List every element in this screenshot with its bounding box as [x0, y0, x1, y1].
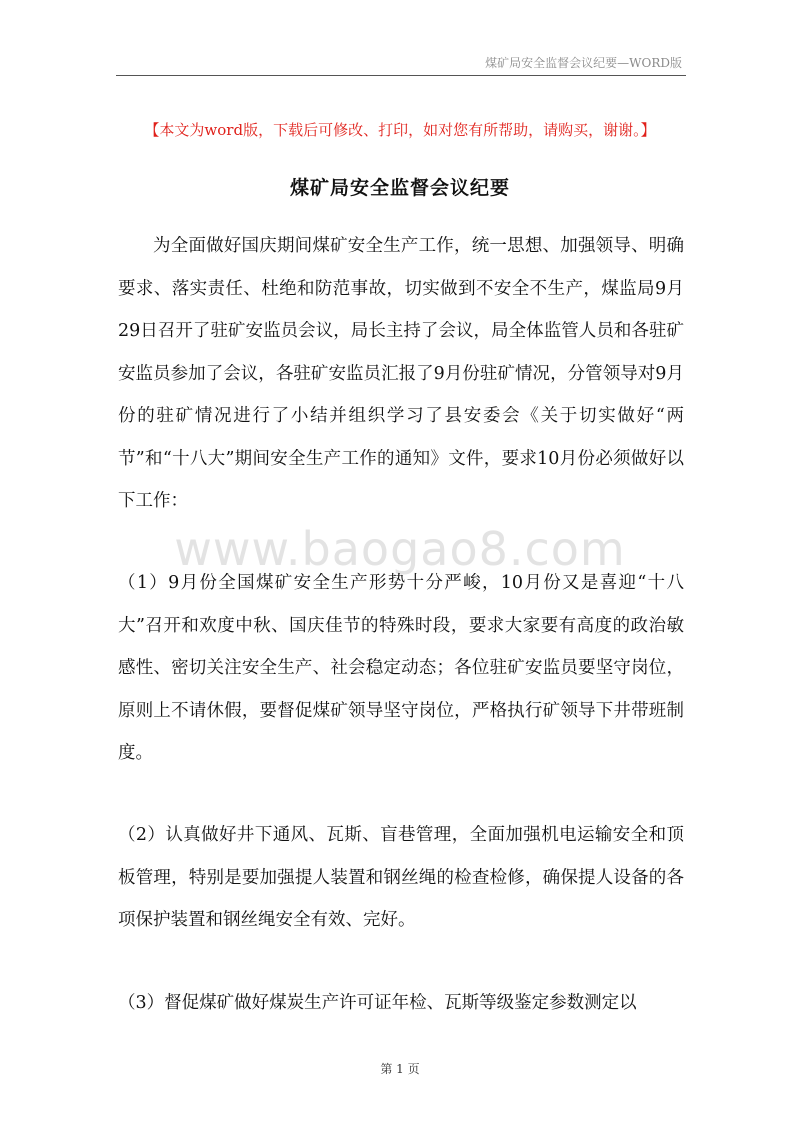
- intro-paragraph: 为全面做好国庆期间煤矿安全生产工作，统一思想、加强领导、明确要求、落实责任、杜绝和防范事故，切实做到不安全不生产，煤监局9月29日召开了驻矿安监员会议，局长主持了会议，局全体监管人员和各驻矿安监员参加了会议，各驻矿安监员汇报了9月份驻矿情况，分管领导对9月份的驻矿情况进行了小结并组织学习了县安委会《关于切实做好“两节”和“十八大”期间安全生产工作的通知》文件，要求10月份必须做好以下工作：: [118, 236, 684, 511]
- running-header: 煤矿局安全监督会议纪要—WORD版: [485, 56, 682, 70]
- page-number: 第 1 页: [380, 1062, 420, 1076]
- item-1-paragraph: （1）9月份全国煤矿安全生产形势十分严峻，10月份又是喜迎“十八大”召开和欢度中秋、国庆佳节的特殊时段，要求大家要有高度的政治敏感性、密切关注安全生产、社会稳定动态；各位驻矿安监员要坚守岗位，原则上不请休假，要督促煤矿领导坚守岗位，严格执行矿领导下井带班制度。: [118, 573, 684, 763]
- header-divider: [116, 75, 686, 76]
- document-title: 煤矿局安全监督会议纪要: [289, 177, 510, 199]
- watermark: www.baogao8.com: [174, 522, 626, 576]
- purchase-notice: 【本文为word版，下载后可修改、打印，如对您有所帮助，请购买，谢谢。】: [144, 121, 656, 139]
- item-3-paragraph: （3）督促煤矿做好煤炭生产许可证年检、瓦斯等级鉴定参数测定以: [118, 993, 637, 1013]
- item-2-paragraph: （2）认真做好井下通风、瓦斯、盲巷管理，全面加强机电运输安全和顶板管理，特别是要加强提人装置和钢丝绳的检查检修，确保提人设备的各项保护装置和钢丝绳安全有效、完好。: [118, 825, 684, 930]
